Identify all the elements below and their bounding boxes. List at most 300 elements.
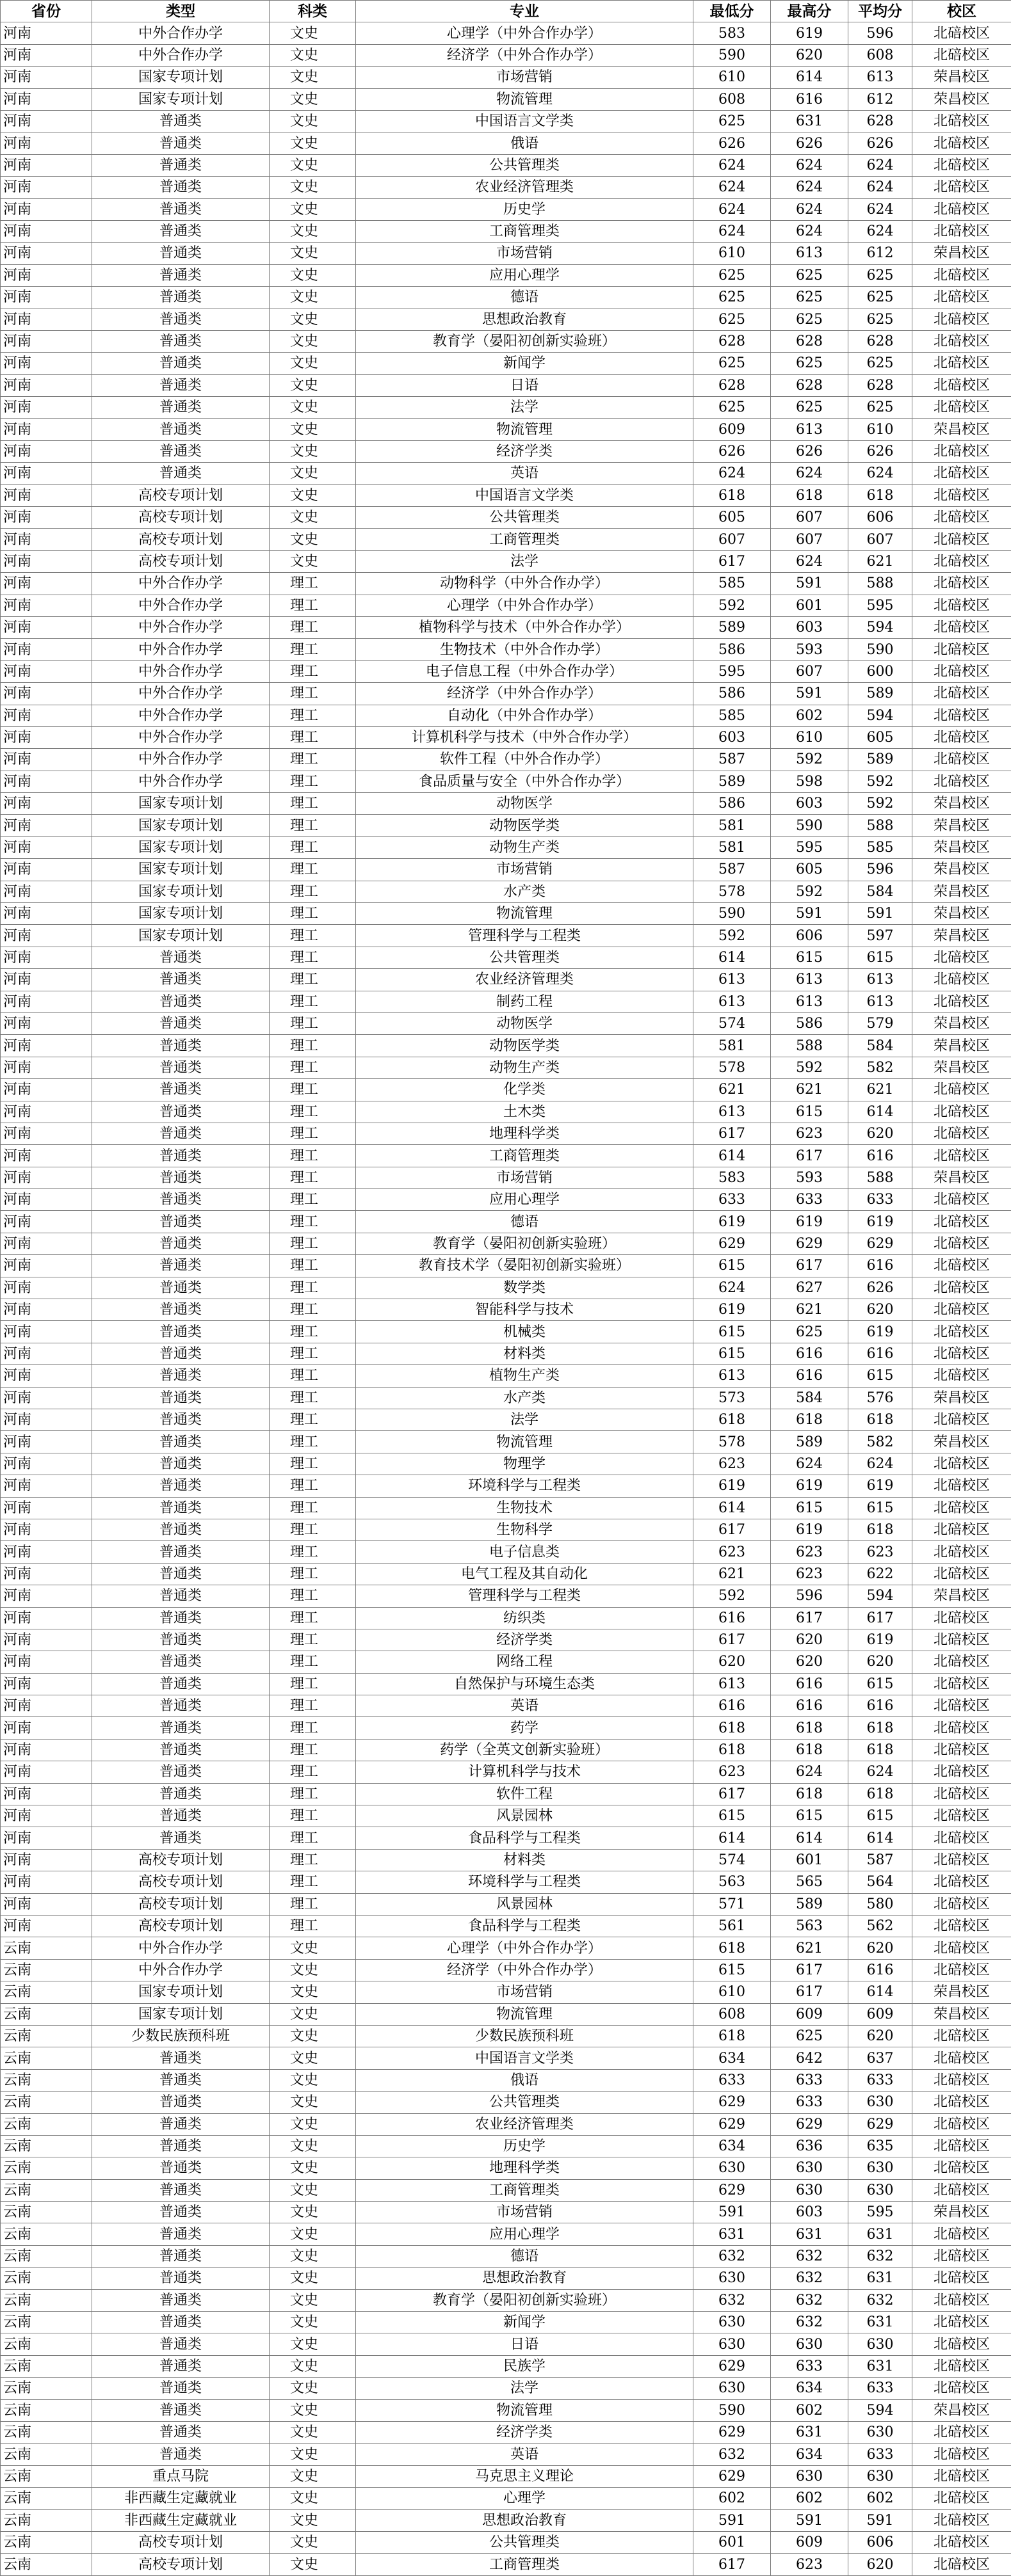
cell-kelei: 理工	[270, 771, 356, 792]
cell-max-score: 589	[771, 1431, 848, 1453]
cell-max-score: 602	[771, 705, 848, 726]
cell-avg-score: 620	[848, 1299, 912, 1321]
cell-avg-score: 612	[848, 88, 912, 110]
cell-province: 河南	[1, 881, 92, 902]
cell-campus: 荣昌校区	[912, 2003, 1011, 2025]
cell-major: 药学	[356, 1717, 693, 1739]
cell-campus: 北碚校区	[912, 1541, 1011, 1563]
cell-campus: 北碚校区	[912, 1673, 1011, 1695]
cell-max-score: 621	[771, 1937, 848, 1959]
cell-min-score: 574	[693, 1849, 771, 1871]
cell-avg-score: 618	[848, 1409, 912, 1431]
cell-major: 电气工程及其自动化	[356, 1563, 693, 1585]
cell-province: 河南	[1, 1277, 92, 1299]
cell-campus: 北碚校区	[912, 2333, 1011, 2355]
cell-max-score: 617	[771, 1981, 848, 2003]
cell-max-score: 630	[771, 2179, 848, 2201]
cell-avg-score: 613	[848, 969, 912, 991]
cell-min-score: 626	[693, 440, 771, 462]
cell-avg-score: 620	[848, 1937, 912, 1959]
cell-max-score: 591	[771, 903, 848, 925]
table-row	[1, 550, 1011, 572]
cell-max-score: 590	[771, 815, 848, 836]
cell-type: 普通类	[92, 2355, 270, 2377]
cell-campus: 荣昌校区	[912, 2399, 1011, 2421]
cell-province: 河南	[1, 639, 92, 660]
cell-campus: 北碚校区	[912, 1475, 1011, 1497]
cell-avg-score: 633	[848, 2444, 912, 2465]
cell-type: 普通类	[92, 243, 270, 264]
cell-avg-score: 590	[848, 639, 912, 660]
cell-kelei: 文史	[270, 177, 356, 198]
cell-kelei: 理工	[270, 1629, 356, 1651]
cell-max-score: 592	[771, 881, 848, 902]
cell-major: 食品质量与安全（中外合作办学）	[356, 771, 693, 792]
cell-campus: 北碚校区	[912, 683, 1011, 705]
cell-campus: 北碚校区	[912, 947, 1011, 968]
cell-max-score: 630	[771, 2333, 848, 2355]
cell-avg-score: 630	[848, 2157, 912, 2179]
cell-avg-score: 620	[848, 2554, 912, 2575]
cell-type: 普通类	[92, 1673, 270, 1695]
cell-type: 普通类	[92, 1101, 270, 1123]
cell-min-score: 624	[693, 198, 771, 220]
cell-major: 少数民族预科班	[356, 2025, 693, 2047]
cell-kelei: 文史	[270, 484, 356, 506]
cell-max-score: 631	[771, 2223, 848, 2245]
table-row	[1, 2312, 1011, 2333]
cell-max-score: 624	[771, 463, 848, 484]
cell-province: 河南	[1, 1012, 92, 1034]
cell-max-score: 598	[771, 771, 848, 792]
cell-avg-score: 591	[848, 903, 912, 925]
cell-max-score: 634	[771, 2444, 848, 2465]
cell-type: 中外合作办学	[92, 1937, 270, 1959]
cell-major: 植物科学与技术（中外合作办学）	[356, 616, 693, 638]
cell-campus: 荣昌校区	[912, 1981, 1011, 2003]
cell-max-score: 588	[771, 1035, 848, 1057]
cell-campus: 荣昌校区	[912, 1431, 1011, 1453]
cell-province: 云南	[1, 2003, 92, 2025]
cell-campus: 北碚校区	[912, 616, 1011, 638]
cell-min-score: 631	[693, 2223, 771, 2245]
cell-kelei: 文史	[270, 506, 356, 528]
cell-province: 河南	[1, 1101, 92, 1123]
cell-major: 市场营销	[356, 243, 693, 264]
table-row	[1, 2509, 1011, 2531]
cell-max-score: 591	[771, 573, 848, 595]
cell-type: 普通类	[92, 1695, 270, 1717]
cell-max-score: 619	[771, 1475, 848, 1497]
cell-campus: 北碚校区	[912, 1915, 1011, 1937]
cell-campus: 北碚校区	[912, 1453, 1011, 1475]
header-max-score: 最高分	[771, 1, 848, 22]
cell-min-score: 617	[693, 1519, 771, 1540]
cell-campus: 北碚校区	[912, 2444, 1011, 2465]
cell-province: 河南	[1, 925, 92, 947]
table-row	[1, 1849, 1011, 1871]
table-row	[1, 705, 1011, 726]
cell-kelei: 理工	[270, 1849, 356, 1871]
cell-kelei: 理工	[270, 1365, 356, 1387]
cell-province: 河南	[1, 529, 92, 550]
cell-min-score: 615	[693, 1343, 771, 1364]
cell-campus: 北碚校区	[912, 2245, 1011, 2267]
cell-major: 马克思主义理论	[356, 2465, 693, 2487]
cell-campus: 北碚校区	[912, 1629, 1011, 1651]
cell-type: 普通类	[92, 1431, 270, 1453]
cell-avg-score: 580	[848, 1893, 912, 1915]
table-row	[1, 2531, 1011, 2553]
table-row	[1, 308, 1011, 330]
cell-type: 普通类	[92, 2223, 270, 2245]
cell-avg-score: 596	[848, 22, 912, 44]
cell-min-score: 607	[693, 529, 771, 550]
cell-kelei: 理工	[270, 1673, 356, 1695]
cell-type: 普通类	[92, 1519, 270, 1540]
cell-min-score: 625	[693, 287, 771, 308]
cell-type: 中外合作办学	[92, 705, 270, 726]
cell-max-score: 625	[771, 287, 848, 308]
cell-min-score: 587	[693, 749, 771, 771]
cell-avg-score: 562	[848, 1915, 912, 1937]
cell-type: 普通类	[92, 1079, 270, 1101]
cell-province: 河南	[1, 1233, 92, 1254]
cell-province: 河南	[1, 815, 92, 836]
cell-kelei: 理工	[270, 1783, 356, 1805]
cell-type: 高校专项计划	[92, 2531, 270, 2553]
cell-min-score: 625	[693, 264, 771, 286]
cell-avg-score: 633	[848, 2069, 912, 2091]
cell-min-score: 624	[693, 154, 771, 176]
cell-major: 数学类	[356, 1277, 693, 1299]
cell-max-score: 595	[771, 836, 848, 858]
cell-major: 农业经济管理类	[356, 2113, 693, 2135]
cell-kelei: 文史	[270, 2092, 356, 2113]
table-row	[1, 2333, 1011, 2355]
cell-major: 教育学（晏阳初创新实验班）	[356, 1233, 693, 1254]
cell-province: 河南	[1, 1871, 92, 1893]
cell-max-score: 623	[771, 1541, 848, 1563]
cell-province: 河南	[1, 1431, 92, 1453]
cell-type: 非西藏生定藏就业	[92, 2488, 270, 2509]
cell-min-score: 592	[693, 1585, 771, 1607]
table-row	[1, 881, 1011, 902]
table-row	[1, 859, 1011, 881]
cell-kelei: 理工	[270, 1299, 356, 1321]
cell-max-score: 584	[771, 1387, 848, 1409]
cell-max-score: 603	[771, 616, 848, 638]
cell-min-score: 634	[693, 2135, 771, 2157]
cell-type: 普通类	[92, 1211, 270, 1233]
cell-avg-score: 600	[848, 660, 912, 682]
table-row	[1, 903, 1011, 925]
cell-min-score: 629	[693, 2092, 771, 2113]
cell-min-score: 583	[693, 1167, 771, 1188]
cell-max-score: 596	[771, 1585, 848, 1607]
cell-kelei: 理工	[270, 1497, 356, 1519]
cell-min-score: 629	[693, 1233, 771, 1254]
cell-province: 河南	[1, 419, 92, 440]
cell-min-score: 610	[693, 67, 771, 88]
table-row	[1, 2245, 1011, 2267]
cell-major: 公共管理类	[356, 506, 693, 528]
cell-type: 普通类	[92, 397, 270, 419]
cell-min-score: 613	[693, 1673, 771, 1695]
cell-min-score: 632	[693, 2289, 771, 2311]
cell-campus: 北碚校区	[912, 1651, 1011, 1673]
cell-province: 河南	[1, 1145, 92, 1167]
cell-major: 管理科学与工程类	[356, 925, 693, 947]
cell-avg-score: 620	[848, 2025, 912, 2047]
cell-type: 普通类	[92, 2092, 270, 2113]
table-row	[1, 749, 1011, 771]
cell-min-score: 602	[693, 2488, 771, 2509]
cell-kelei: 理工	[270, 705, 356, 726]
table-row	[1, 616, 1011, 638]
cell-campus: 北碚校区	[912, 330, 1011, 352]
table-row	[1, 2378, 1011, 2399]
cell-kelei: 文史	[270, 2488, 356, 2509]
cell-kelei: 理工	[270, 1145, 356, 1167]
cell-type: 国家专项计划	[92, 836, 270, 858]
cell-province: 河南	[1, 1585, 92, 1607]
cell-max-score: 613	[771, 969, 848, 991]
cell-max-score: 624	[771, 1761, 848, 1783]
cell-min-score: 615	[693, 1255, 771, 1277]
cell-avg-score: 607	[848, 529, 912, 550]
cell-kelei: 文史	[270, 353, 356, 374]
table-row	[1, 2223, 1011, 2245]
cell-major: 自动化（中外合作办学）	[356, 705, 693, 726]
cell-avg-score: 596	[848, 859, 912, 881]
cell-campus: 北碚校区	[912, 1739, 1011, 1761]
table-row	[1, 2003, 1011, 2025]
cell-avg-score: 595	[848, 2202, 912, 2223]
cell-kelei: 理工	[270, 925, 356, 947]
table-row	[1, 132, 1011, 154]
cell-campus: 荣昌校区	[912, 1585, 1011, 1607]
cell-kelei: 文史	[270, 308, 356, 330]
cell-type: 普通类	[92, 1167, 270, 1188]
cell-campus: 北碚校区	[912, 2488, 1011, 2509]
cell-min-score: 578	[693, 1057, 771, 1078]
cell-major: 动物科学（中外合作办学）	[356, 573, 693, 595]
cell-type: 普通类	[92, 419, 270, 440]
cell-province: 云南	[1, 2531, 92, 2553]
cell-province: 河南	[1, 154, 92, 176]
cell-kelei: 理工	[270, 1277, 356, 1299]
cell-major: 动物生产类	[356, 1057, 693, 1078]
cell-avg-score: 628	[848, 330, 912, 352]
cell-avg-score: 631	[848, 2312, 912, 2333]
cell-major: 网络工程	[356, 1651, 693, 1673]
cell-min-score: 617	[693, 2554, 771, 2575]
cell-avg-score: 625	[848, 264, 912, 286]
cell-kelei: 文史	[270, 419, 356, 440]
cell-province: 河南	[1, 440, 92, 462]
table-row	[1, 1761, 1011, 1783]
cell-max-score: 618	[771, 1409, 848, 1431]
cell-min-score: 620	[693, 1651, 771, 1673]
cell-kelei: 理工	[270, 1409, 356, 1431]
header-type: 类型	[92, 1, 270, 22]
cell-type: 高校专项计划	[92, 2554, 270, 2575]
cell-min-score: 613	[693, 1365, 771, 1387]
cell-major: 软件工程	[356, 1783, 693, 1805]
cell-major: 环境科学与工程类	[356, 1871, 693, 1893]
cell-min-score: 571	[693, 1893, 771, 1915]
cell-major: 生物技术	[356, 1497, 693, 1519]
cell-province: 河南	[1, 550, 92, 572]
cell-avg-score: 613	[848, 67, 912, 88]
cell-kelei: 理工	[270, 1519, 356, 1540]
cell-major: 中国语言文学类	[356, 110, 693, 132]
cell-kelei: 理工	[270, 1871, 356, 1893]
table-row	[1, 2135, 1011, 2157]
cell-avg-score: 613	[848, 991, 912, 1012]
cell-province: 河南	[1, 771, 92, 792]
cell-max-score: 592	[771, 749, 848, 771]
table-row	[1, 440, 1011, 462]
cell-province: 云南	[1, 2333, 92, 2355]
table-row	[1, 110, 1011, 132]
cell-min-score: 626	[693, 132, 771, 154]
cell-min-score: 592	[693, 925, 771, 947]
cell-province: 河南	[1, 287, 92, 308]
cell-type: 普通类	[92, 2421, 270, 2443]
cell-max-score: 616	[771, 1673, 848, 1695]
cell-major: 市场营销	[356, 859, 693, 881]
cell-major: 水产类	[356, 1387, 693, 1409]
cell-campus: 北碚校区	[912, 2554, 1011, 2575]
cell-major: 德语	[356, 2245, 693, 2267]
cell-max-score: 632	[771, 2312, 848, 2333]
cell-major: 历史学	[356, 198, 693, 220]
table-row	[1, 506, 1011, 528]
cell-min-score: 623	[693, 1453, 771, 1475]
cell-major: 公共管理类	[356, 2531, 693, 2553]
cell-type: 普通类	[92, 1629, 270, 1651]
cell-type: 普通类	[92, 969, 270, 991]
table-row	[1, 1057, 1011, 1078]
cell-min-score: 625	[693, 308, 771, 330]
table-row	[1, 177, 1011, 198]
cell-min-score: 630	[693, 2157, 771, 2179]
cell-avg-score: 625	[848, 287, 912, 308]
cell-major: 俄语	[356, 132, 693, 154]
cell-campus: 北碚校区	[912, 2135, 1011, 2157]
cell-max-score: 634	[771, 2378, 848, 2399]
table-row	[1, 1739, 1011, 1761]
table-row	[1, 1453, 1011, 1475]
cell-avg-score: 619	[848, 1629, 912, 1651]
cell-type: 国家专项计划	[92, 2003, 270, 2025]
cell-major: 动物医学	[356, 1012, 693, 1034]
cell-major: 工商管理类	[356, 529, 693, 550]
cell-kelei: 理工	[270, 639, 356, 660]
cell-kelei: 理工	[270, 573, 356, 595]
table-row	[1, 2289, 1011, 2311]
header-province: 省份	[1, 1, 92, 22]
cell-max-score: 632	[771, 2289, 848, 2311]
cell-max-score: 624	[771, 220, 848, 242]
cell-campus: 北碚校区	[912, 154, 1011, 176]
cell-min-score: 585	[693, 573, 771, 595]
cell-major: 物流管理	[356, 1431, 693, 1453]
cell-min-score: 619	[693, 1299, 771, 1321]
cell-type: 普通类	[92, 1607, 270, 1629]
cell-kelei: 理工	[270, 1167, 356, 1188]
cell-campus: 北碚校区	[912, 1101, 1011, 1123]
cell-major: 法学	[356, 1409, 693, 1431]
cell-province: 河南	[1, 1123, 92, 1144]
cell-max-score: 619	[771, 22, 848, 44]
cell-province: 河南	[1, 1299, 92, 1321]
cell-province: 河南	[1, 969, 92, 991]
cell-major: 动物医学	[356, 793, 693, 815]
cell-major: 动物生产类	[356, 836, 693, 858]
cell-avg-score: 617	[848, 1607, 912, 1629]
cell-province: 云南	[1, 2047, 92, 2069]
table-row	[1, 1893, 1011, 1915]
cell-avg-score: 588	[848, 1167, 912, 1188]
cell-avg-score: 584	[848, 1035, 912, 1057]
cell-major: 历史学	[356, 2135, 693, 2157]
cell-province: 河南	[1, 1695, 92, 1717]
cell-major: 经济学（中外合作办学）	[356, 44, 693, 66]
cell-type: 高校专项计划	[92, 506, 270, 528]
cell-avg-score: 619	[848, 1321, 912, 1343]
cell-type: 普通类	[92, 440, 270, 462]
cell-kelei: 理工	[270, 1717, 356, 1739]
cell-type: 国家专项计划	[92, 88, 270, 110]
cell-kelei: 文史	[270, 2333, 356, 2355]
cell-province: 云南	[1, 2378, 92, 2399]
cell-province: 河南	[1, 1541, 92, 1563]
table-row	[1, 1695, 1011, 1717]
cell-max-score: 625	[771, 353, 848, 374]
cell-max-score: 616	[771, 1343, 848, 1364]
cell-min-score: 621	[693, 1563, 771, 1585]
cell-avg-score: 628	[848, 110, 912, 132]
cell-kelei: 理工	[270, 616, 356, 638]
cell-min-score: 616	[693, 1607, 771, 1629]
table-row	[1, 1629, 1011, 1651]
cell-min-score: 610	[693, 243, 771, 264]
cell-campus: 北碚校区	[912, 22, 1011, 44]
cell-campus: 北碚校区	[912, 1805, 1011, 1827]
cell-province: 河南	[1, 991, 92, 1012]
cell-min-score: 625	[693, 110, 771, 132]
table-row	[1, 330, 1011, 352]
cell-campus: 荣昌校区	[912, 88, 1011, 110]
cell-type: 中外合作办学	[92, 726, 270, 748]
cell-province: 河南	[1, 1453, 92, 1475]
cell-major: 公共管理类	[356, 947, 693, 968]
cell-campus: 北碚校区	[912, 353, 1011, 374]
cell-kelei: 理工	[270, 1211, 356, 1233]
cell-major: 地理科学类	[356, 2157, 693, 2179]
cell-min-score: 609	[693, 419, 771, 440]
cell-major: 市场营销	[356, 1167, 693, 1188]
cell-kelei: 理工	[270, 1189, 356, 1211]
table-row	[1, 595, 1011, 616]
cell-province: 河南	[1, 749, 92, 771]
cell-major: 市场营销	[356, 67, 693, 88]
cell-campus: 荣昌校区	[912, 859, 1011, 881]
table-row	[1, 2465, 1011, 2487]
